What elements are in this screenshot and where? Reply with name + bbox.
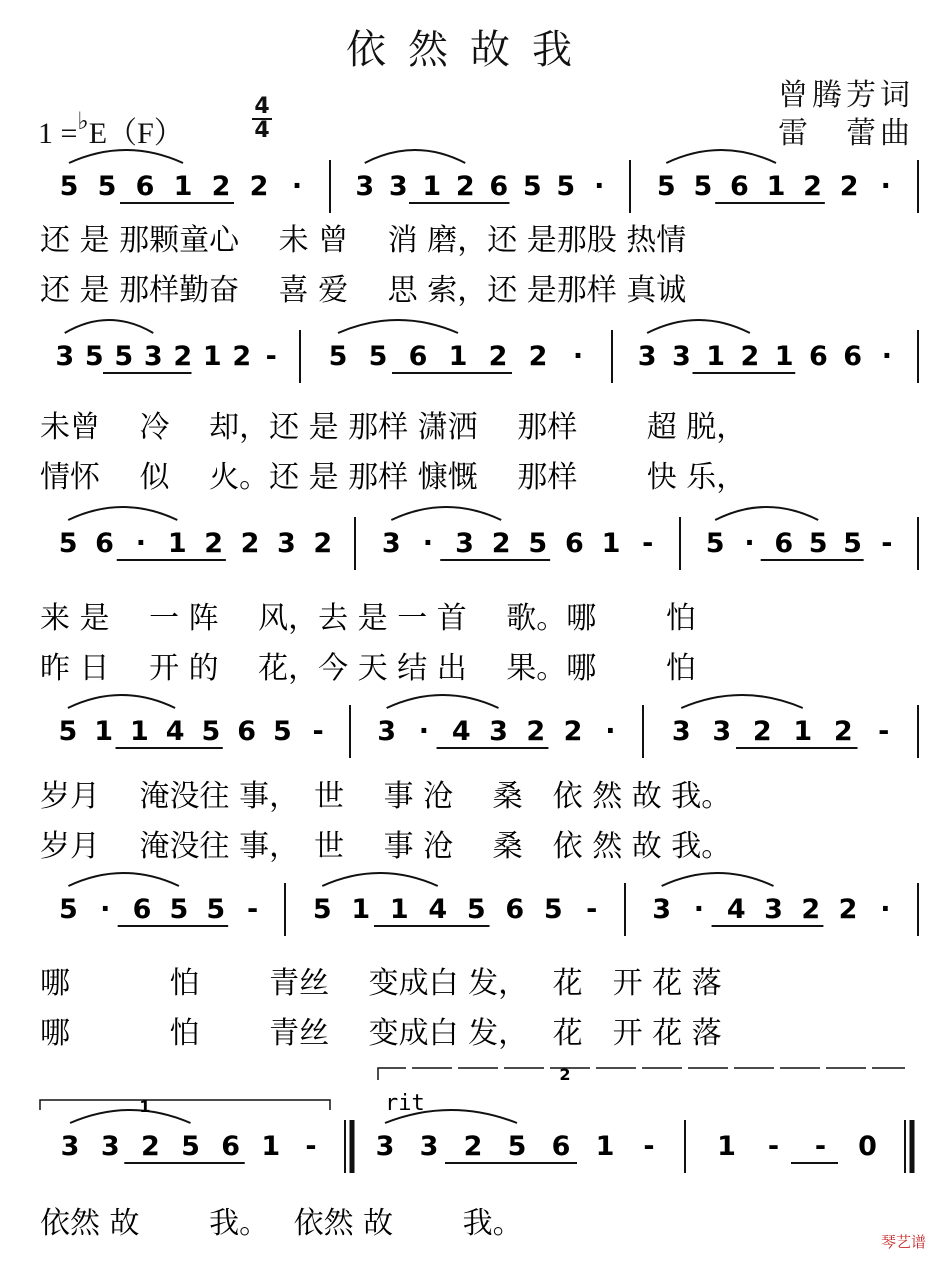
note-digit: 6 (808, 341, 828, 372)
note-digit: 3 (377, 716, 397, 747)
note-digit: 5 (59, 894, 78, 925)
note-digit: - (878, 716, 890, 747)
note-digit: 5 (84, 341, 104, 372)
note-digit: 6 (135, 171, 155, 202)
note-digit: 4 (451, 716, 471, 747)
note-digit: 5 (312, 894, 332, 925)
note-digit: 2 (740, 341, 760, 372)
note-digit: 5 (201, 716, 221, 747)
note-digit: 1 (595, 1131, 615, 1162)
note-digit: 5 (808, 528, 828, 559)
note-digit: · (100, 894, 111, 925)
note-digit: 1 (351, 894, 371, 925)
note-digit: 2 (173, 341, 193, 372)
note-digit: 5 (507, 1131, 527, 1162)
slur-mark (365, 150, 466, 163)
slur-mark (647, 320, 750, 333)
note-digit: 3 (60, 1131, 80, 1162)
key-prefix: 1 = (38, 117, 78, 150)
lyric-line: 未曾 冷 却，还 是 那样 潇洒 那样 超 脱， (40, 410, 747, 445)
lyricist-credit: 曾腾芳词 (778, 78, 914, 113)
note-digit: 5 (656, 171, 676, 202)
note-digit: 5 (556, 171, 576, 202)
lyric-line: 哪 怕 青丝 变成白 发， 花 开 花 落 (40, 966, 722, 1001)
note-digit: 5 (705, 528, 725, 559)
note-digit: · (881, 341, 893, 372)
note-digit: 3 (381, 528, 401, 559)
note-digit: 3 (355, 171, 375, 202)
note-digit: 6 (774, 528, 794, 559)
note-digit: - (881, 528, 893, 559)
note-digit: 4 (165, 716, 185, 747)
note-digit: 3 (652, 894, 672, 925)
lyric-line: 还 是 那样勤奋 喜 爱 思 索，还 是那样 真诚 (40, 273, 687, 308)
note-digit: 5 (97, 171, 117, 202)
note-digit: 3 (55, 341, 75, 372)
note-digit: 5 (169, 894, 189, 925)
note-digit: 3 (419, 1131, 439, 1162)
note-digit: 2 (838, 894, 858, 925)
meter-bottom: 4 (252, 118, 272, 142)
note-digit: 2 (455, 171, 475, 202)
note-digit: 1 (173, 171, 193, 202)
slur-mark (69, 150, 183, 163)
note-digit: 2 (563, 716, 583, 747)
note-digit: - (586, 894, 598, 925)
note-digit: 2 (313, 528, 333, 559)
note-digit: · (572, 341, 584, 372)
slur-mark (68, 695, 175, 708)
note-digit: 1 (706, 341, 726, 372)
slur-mark (715, 507, 818, 520)
note-digit: 6 (237, 716, 257, 747)
note-digit: - (814, 1131, 827, 1162)
lyric-line: 来 是 一 阵 风，去 是 一 首 歌。哪 怕 (40, 601, 696, 636)
note-digit: 5 (272, 716, 292, 747)
note-digit: 5 (368, 341, 388, 372)
note-digit: 3 (100, 1131, 120, 1162)
note-digit: 5 (58, 716, 78, 747)
note-digit: 6 (551, 1131, 571, 1162)
song-title: 依然故我 (346, 27, 594, 73)
note-digit: 2 (801, 894, 821, 925)
note-digit: 2 (752, 716, 772, 747)
note-digit: - (643, 1131, 655, 1162)
watermark-logo: 琴艺谱 (880, 1233, 926, 1251)
slur-mark (681, 695, 803, 708)
note-digit: 6 (408, 341, 428, 372)
note-digit: 2 (839, 171, 859, 202)
note-digit: 5 (181, 1131, 200, 1162)
note-digit: · (135, 528, 147, 559)
note-digit: 1 (766, 171, 786, 202)
slur-mark (387, 695, 499, 708)
note-digit: 1 (202, 341, 222, 372)
note-digit: · (880, 171, 891, 202)
meter-top: 4 (254, 94, 270, 119)
note-digit: 3 (277, 528, 296, 559)
slur-mark (65, 320, 154, 333)
lyric-line: 岁月 淹没往 事， 世 事 沧 桑 依 然 故 我。 (40, 779, 732, 814)
note-digit: 5 (693, 171, 713, 202)
slur-mark (322, 873, 438, 886)
note-digit: 2 (140, 1131, 160, 1162)
lyric-line: 还 是 那颗童心 未 曾 消 磨，还 是那股 热情 (40, 223, 687, 258)
slur-mark (338, 320, 458, 333)
note-digit: · (744, 528, 755, 559)
key-text: E（F） (88, 117, 184, 150)
slur-mark (666, 150, 776, 163)
lyric-line: 岁月 淹没往 事， 世 事 沧 桑 依 然 故 我。 (40, 829, 732, 864)
volta-number-2: 2 (559, 1065, 571, 1084)
note-digit: 3 (764, 894, 783, 925)
note-digit: 6 (132, 894, 152, 925)
note-digit: 4 (428, 894, 448, 925)
note-digit: 6 (843, 341, 863, 372)
note-digit: 2 (833, 716, 853, 747)
note-digit: · (693, 894, 705, 925)
note-digit: · (291, 171, 303, 202)
note-digit: - (767, 1131, 780, 1162)
note-digit: 1 (94, 716, 114, 747)
note-digit: 5 (528, 528, 548, 559)
note-digit: 1 (422, 171, 442, 202)
note-digit: 3 (712, 716, 732, 747)
note-digit: 6 (565, 528, 584, 559)
note-digit: 3 (143, 341, 163, 372)
note-digit: 5 (206, 894, 226, 925)
note-digit: · (880, 894, 891, 925)
note-digit: 2 (491, 528, 511, 559)
note-digit: 3 (637, 341, 657, 372)
note-digit: 1 (129, 716, 149, 747)
note-digit: 5 (843, 528, 862, 559)
note-digit: - (246, 894, 259, 925)
note-digit: 6 (95, 528, 114, 559)
lyric-line: 情怀 似 火。还 是 那样 慷慨 那样 快 乐， (40, 460, 747, 495)
slur-mark (662, 873, 774, 886)
lyric-line: 依然 故 我。 依然 故 我。 (40, 1206, 523, 1241)
note-digit: 2 (528, 341, 548, 372)
note-digit: - (305, 1131, 317, 1162)
rit-mark: rit (385, 1091, 425, 1116)
note-digit: 6 (505, 894, 525, 925)
note-digit: 5 (114, 341, 134, 372)
note-digit: 1 (717, 1131, 736, 1162)
volta-bracket-1 (40, 1100, 330, 1110)
note-digit: 2 (463, 1131, 483, 1162)
composer-credit: 雷 蕾曲 (778, 116, 914, 151)
note-digit: 2 (240, 528, 260, 559)
note-digit: 3 (671, 716, 691, 747)
note-digit: 5 (522, 171, 542, 202)
note-digit: 6 (221, 1131, 241, 1162)
note-digit: 1 (774, 341, 794, 372)
note-digit: 3 (671, 341, 691, 372)
note-digit: 2 (211, 171, 231, 202)
note-digit: 2 (232, 341, 252, 372)
slur-mark (68, 507, 177, 520)
note-digit: 1 (167, 528, 187, 559)
note-digit: 1 (601, 528, 621, 559)
lyric-line: 昨 日 开 的 花，今 天 结 出 果。哪 怕 (40, 651, 696, 686)
note-digit: 6 (730, 171, 749, 202)
note-digit: · (605, 716, 616, 747)
note-digit: · (422, 528, 434, 559)
note-digit: 6 (489, 171, 509, 202)
slur-mark (68, 873, 179, 886)
note-digit: 0 (858, 1131, 877, 1162)
note-digit: 3 (489, 716, 508, 747)
note-digit: 2 (488, 341, 508, 372)
note-digit: 5 (328, 341, 348, 372)
note-digit: 2 (204, 528, 224, 559)
note-digit: - (265, 341, 277, 372)
note-digit: 4 (726, 894, 746, 925)
note-digit: 1 (389, 894, 409, 925)
note-digit: 1 (261, 1131, 281, 1162)
note-digit: 5 (466, 894, 486, 925)
slur-mark (70, 1110, 190, 1123)
note-digit: 3 (455, 528, 474, 559)
note-digit: 3 (375, 1131, 395, 1162)
note-digit: · (418, 716, 430, 747)
volta-bracket-2 (378, 1068, 905, 1080)
note-digit: 5 (58, 528, 78, 559)
note-digit: 3 (388, 171, 408, 202)
flat-symbol: ♭ (77, 109, 89, 135)
note-digit: - (642, 528, 654, 559)
note-digit: · (594, 171, 605, 202)
note-digit: 1 (793, 716, 813, 747)
note-digit: 2 (803, 171, 822, 202)
note-digit: 2 (526, 716, 546, 747)
note-digit: 5 (59, 171, 79, 202)
slur-mark (391, 507, 501, 520)
volta-number-1: 1 (139, 1097, 151, 1116)
lyric-line: 哪 怕 青丝 变成白 发， 花 开 花 落 (40, 1016, 722, 1051)
note-digit: - (312, 716, 324, 747)
note-digit: 2 (249, 171, 269, 202)
note-digit: 5 (543, 894, 563, 925)
note-digit: 1 (448, 341, 468, 372)
